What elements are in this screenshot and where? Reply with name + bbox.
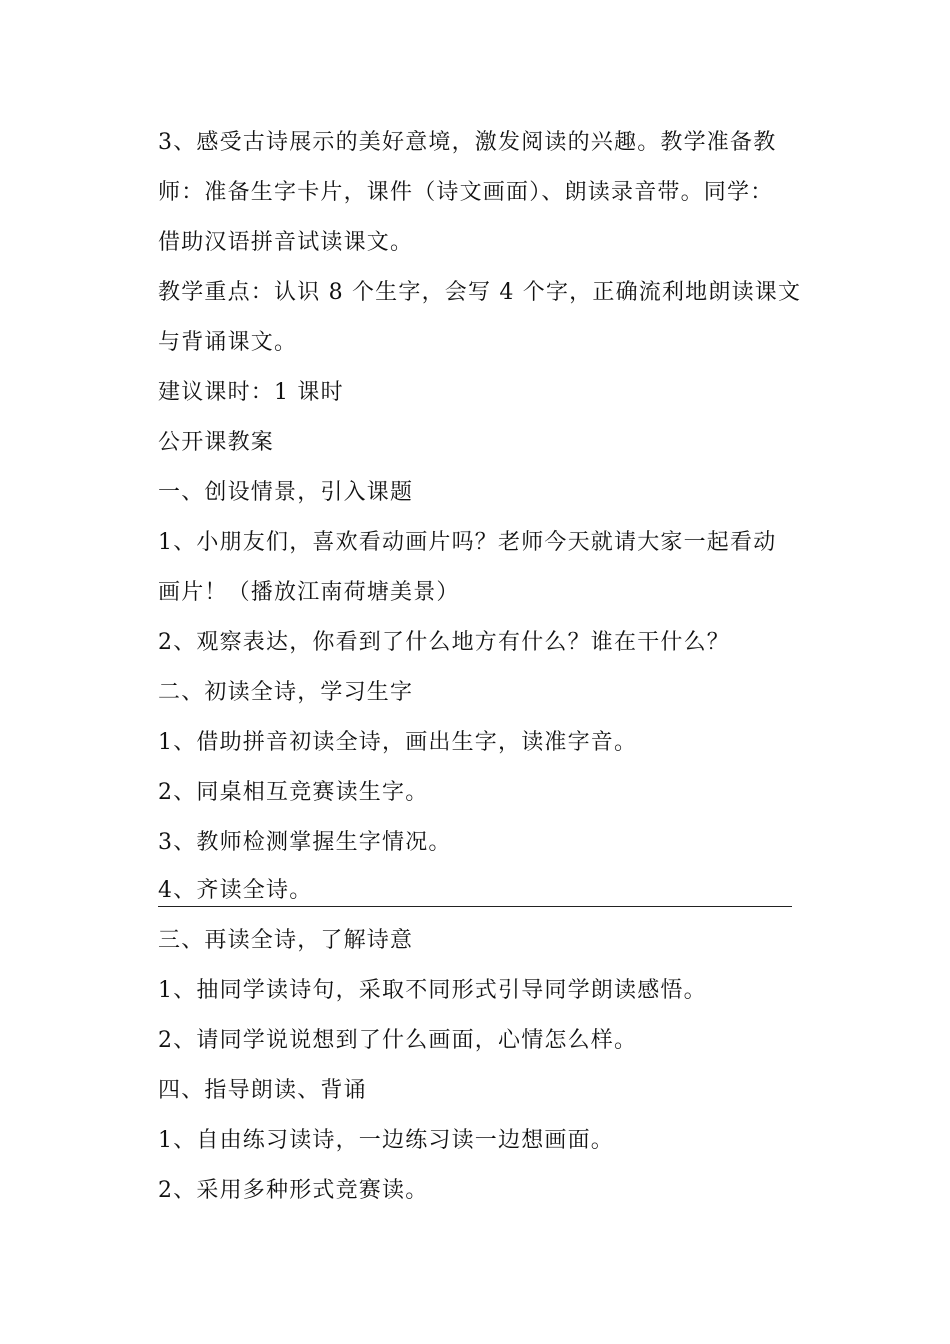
text-line: 画片！（播放江南荷塘美景） bbox=[158, 580, 460, 605]
text-line: 3、教师检测掌握生字情况。 bbox=[158, 830, 452, 855]
text-line: 师：准备生字卡片，课件（诗文画面）、朗读录音带。同学： bbox=[158, 180, 774, 205]
text-line: 教学重点：认识 8 个生字，会写 4 个字，正确流利地朗读课文 bbox=[158, 280, 802, 305]
section-heading: 三、再读全诗，了解诗意 bbox=[158, 928, 414, 953]
text-line: 2、采用多种形式竞赛读。 bbox=[158, 1178, 429, 1203]
text-line: 1、自由练习读诗，一边练习读一边想画面。 bbox=[158, 1128, 614, 1153]
section-title: 公开课教案 bbox=[158, 430, 275, 455]
horizontal-divider bbox=[158, 906, 792, 907]
text-line: 与背诵课文。 bbox=[158, 330, 298, 355]
text-line: 1、抽同学读诗句，采取不同形式引导同学朗读感悟。 bbox=[158, 978, 707, 1003]
text-line: 1、小朋友们，喜欢看动画片吗？老师今天就请大家一起看动 bbox=[158, 530, 777, 555]
text-line: 2、同桌相互竞赛读生字。 bbox=[158, 780, 429, 805]
section-heading: 四、指导朗读、背诵 bbox=[158, 1078, 367, 1103]
text-line: 1、借助拼音初读全诗，画出生字，读准字音。 bbox=[158, 730, 638, 755]
text-line: 3、感受古诗展示的美好意境，激发阅读的兴趣。教学准备教 bbox=[158, 130, 777, 155]
text-line: 2、请同学说说想到了什么画面，心情怎么样。 bbox=[158, 1028, 638, 1053]
text-line: 2、观察表达，你看到了什么地方有什么？谁在干什么？ bbox=[158, 630, 730, 655]
section-heading: 二、初读全诗，学习生字 bbox=[158, 680, 414, 705]
text-line: 建议课时：1 课时 bbox=[158, 380, 344, 405]
text-line: 借助汉语拼音试读课文。 bbox=[158, 230, 414, 255]
section-heading: 一、创设情景，引入课题 bbox=[158, 480, 414, 505]
text-line: 4、齐读全诗。 bbox=[158, 878, 313, 903]
